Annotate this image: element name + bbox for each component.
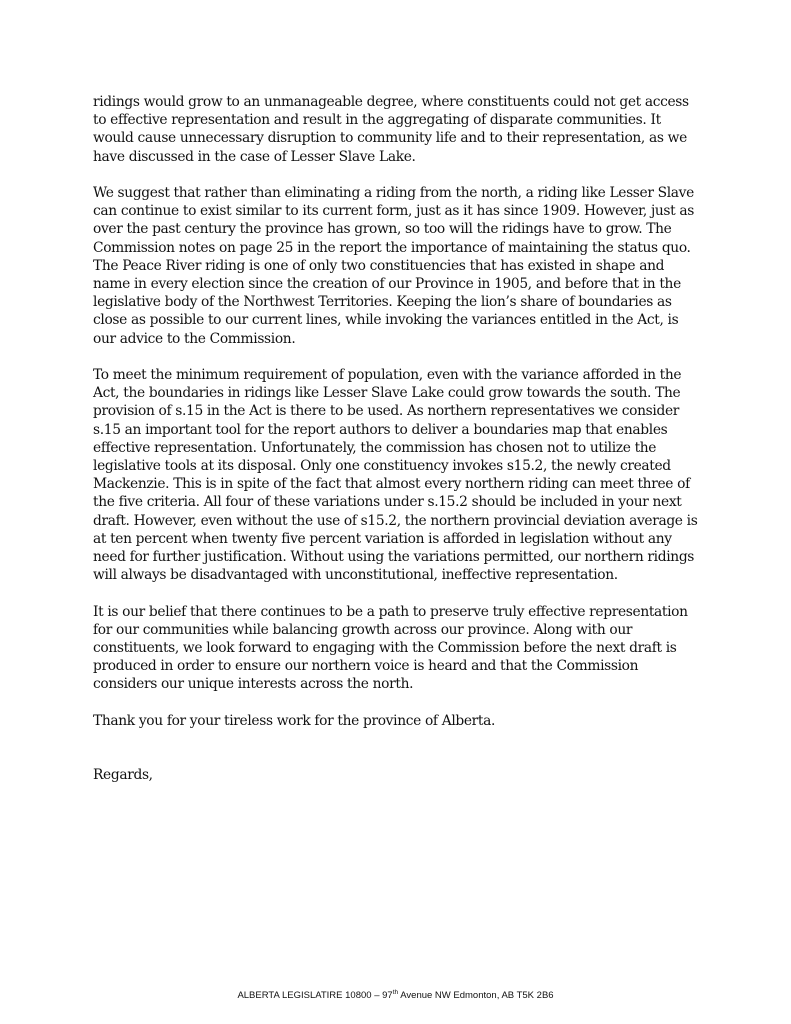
footer-address-end: Avenue NW Edmonton, AB T5K 2B6 [398, 990, 554, 1001]
address-footer [0, 990, 791, 1002]
paragraph-effective-representation: It is our belief that there continues to be a path to preserve truly effective representation for our communities while balancing growth across our province. Along with our constituents, we look forward to engaging with the Commission before the next draft is produced in order to ensure our northern voice is heard and that the Commission considers our unique interests across the north. [93, 603, 688, 693]
paragraph-ridings-growth: ridings would grow to an unmanageable degree, where constituents could not get access to effective representation and result in the aggregating of disparate communities. It would cause unnecessary disruption to community life and to their representation, as we have discussed in the case of Lesser Slave Lake. [93, 94, 689, 165]
paragraph-minimum-population: To meet the minimum requirement of population, even with the variance afforded in the Act, the boundaries in ridings like Lesser Slave Lake could grow towards the south. The provision of s.15 in the Act is there to be used. As northern representatives we consider s.15 an important tool for the report authors to deliver a boundaries map that enables effective representation. Unfortunately, the commission has chosen not to utilize the legislative tools at its disposal. Only one constituency invokes s15.2, the newly created Mackenzie. This is in spite of the fact that almost every northern riding can meet three of the five criteria. All four of these variations under s.15.2 should be included in your next draft. However, even without the use of s15.2, the northern provincial deviation average is at ten percent when twenty five percent variation is afforded in legislation without any need for further justification. Without using the variations permitted, our northern ridings will always be disadvantaged with unconstitutional, ineffective representation. [93, 367, 698, 584]
paragraph-thank-you: Thank you for your tireless work for the province of Alberta. [93, 712, 496, 729]
footer-ordinal-superscript: th [392, 988, 399, 996]
paragraph-lesser-slave-suggestion: We suggest that rather than eliminating a riding from the north, a riding like Lesser Slave can continue to exist similar to its current form, just as it has since 1909. However, just as over the past century the province has grown, so too will the ridings have to grow. The Commission notes on page 25 in the report the importance of maintaining the status quo. The Peace River riding is one of only two constituencies that has existed in shape and name in every election since the creation of our Province in 1905, and before that in the legislative body of the Northwest Territories. Keeping the lion’s share of boundaries as close as possible to our current lines, while invoking the variances entitled in the Act, is our advice to the Commission. [93, 185, 694, 347]
footer-address-start: ALBERTA LEGISLATIRE 10800 – 97 [237, 990, 393, 1001]
letter-body [93, 93, 703, 802]
closing-regards: Regards, [93, 767, 153, 784]
